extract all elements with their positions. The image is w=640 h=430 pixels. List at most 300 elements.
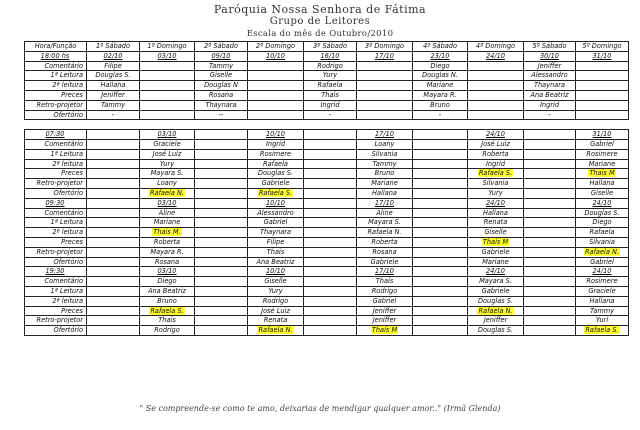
table-cell	[524, 149, 576, 159]
page-subtitle: Grupo de Leitores	[269, 16, 371, 27]
row-label: Ofertório	[25, 188, 87, 198]
table-row	[25, 218, 629, 228]
table-cell	[304, 139, 357, 149]
table-cell	[140, 71, 195, 81]
table-cell: Roberta	[357, 237, 413, 247]
table-cell: Thaís	[357, 277, 413, 287]
table-cell: Gabriele	[468, 286, 524, 296]
table-cell	[304, 296, 357, 306]
table-cell: José Luiz	[140, 149, 195, 159]
table-cell	[195, 257, 248, 267]
table-cell	[195, 218, 248, 228]
table-cell: Thaynara	[195, 100, 248, 110]
table-row	[25, 316, 629, 326]
table-cell: Jeniffer	[357, 316, 413, 326]
table-cell	[87, 208, 140, 218]
highlighted-name: Rafaela S.	[258, 188, 293, 197]
table-cell	[413, 257, 468, 267]
table-cell: Yury	[248, 286, 304, 296]
column-header: 4º Domingo	[468, 42, 524, 52]
table-cell: Thaís	[304, 90, 357, 100]
table-cell	[576, 120, 629, 130]
table-cell	[248, 326, 304, 336]
table-cell	[576, 90, 629, 100]
table-cell: Bruno	[140, 296, 195, 306]
table-cell	[304, 286, 357, 296]
column-header: 4º Sábado	[413, 42, 468, 52]
table-cell	[140, 100, 195, 110]
column-header: Hora/Função	[25, 42, 87, 52]
table-cell	[248, 188, 304, 198]
table-cell	[524, 326, 576, 336]
table-row	[25, 277, 629, 287]
row-label: Preces	[25, 237, 87, 247]
table-cell	[413, 237, 468, 247]
table-cell	[524, 296, 576, 306]
table-cell	[248, 100, 304, 110]
table-cell	[413, 179, 468, 189]
table-cell: Filipe	[87, 61, 140, 71]
column-header: 2º Domingo	[248, 42, 304, 52]
table-cell	[413, 228, 468, 238]
table-cell: Mariane	[413, 81, 468, 91]
table-cell	[304, 277, 357, 287]
table-cell: Rodrigo	[304, 61, 357, 71]
table-cell	[140, 120, 195, 130]
table-cell	[304, 228, 357, 238]
table-cell	[304, 218, 357, 228]
table-cell	[468, 306, 524, 316]
table-row	[25, 179, 629, 189]
table-cell	[468, 61, 524, 71]
table-cell: Roberta	[140, 237, 195, 247]
table-cell	[576, 169, 629, 179]
highlighted-name: Rafaela N.	[478, 306, 513, 315]
table-row	[25, 208, 629, 218]
table-cell	[87, 139, 140, 149]
schedule-table	[24, 41, 629, 336]
table-cell: 17/10	[357, 198, 413, 208]
table-cell	[87, 179, 140, 189]
row-label: Preces	[25, 169, 87, 179]
row-label: 19:30	[25, 267, 87, 277]
table-cell: Thaís	[140, 316, 195, 326]
table-cell	[195, 316, 248, 326]
table-cell: Rodrigo	[248, 296, 304, 306]
table-cell: Douglas N.	[413, 71, 468, 81]
table-cell	[413, 306, 468, 316]
table-cell	[524, 198, 576, 208]
table-cell: Alessandro	[524, 71, 576, 81]
table-cell	[87, 228, 140, 238]
table-cell	[468, 100, 524, 110]
table-row	[25, 71, 629, 81]
table-cell: 17/10	[357, 130, 413, 140]
highlighted-name: Thaís M	[482, 237, 509, 246]
row-label: Preces	[25, 306, 87, 316]
table-cell: 31/10	[576, 51, 629, 61]
table-cell: Aline	[357, 208, 413, 218]
table-cell	[413, 277, 468, 287]
table-cell: Mariane	[468, 257, 524, 267]
table-cell	[304, 120, 357, 130]
table-cell: Yury	[140, 159, 195, 169]
row-label: Ofertório	[25, 110, 87, 120]
table-cell: Hallana	[576, 179, 629, 189]
table-cell	[87, 237, 140, 247]
table-cell: 10/10	[248, 198, 304, 208]
table-cell: Graciele	[140, 139, 195, 149]
table-cell: --	[195, 110, 248, 120]
table-cell: Ingrid	[524, 100, 576, 110]
schedule-period: Escala do mês de Outubro/2010	[246, 29, 394, 39]
table-cell	[304, 257, 357, 267]
row-label: 2ª leitura	[25, 228, 87, 238]
row-label: Comentário	[25, 208, 87, 218]
table-cell: Diego	[140, 277, 195, 287]
table-cell: Bruno	[357, 169, 413, 179]
table-cell	[468, 237, 524, 247]
table-cell	[87, 267, 140, 277]
table-cell: Rafaela	[576, 228, 629, 238]
table-cell: Douglas S.	[576, 208, 629, 218]
table-cell	[87, 257, 140, 267]
table-cell: Hallana	[576, 296, 629, 306]
table-cell	[304, 237, 357, 247]
table-cell: Tammy	[576, 306, 629, 316]
table-cell: José Luiz	[468, 139, 524, 149]
highlighted-name: Rafaela N.	[258, 326, 293, 335]
table-cell	[195, 139, 248, 149]
table-cell	[140, 81, 195, 91]
table-cell	[195, 237, 248, 247]
table-cell: 17/10	[357, 51, 413, 61]
table-cell	[87, 169, 140, 179]
table-cell: Thaís	[248, 247, 304, 257]
highlighted-name: Thais M.	[153, 228, 181, 237]
table-cell	[140, 188, 195, 198]
table-cell: 30/10	[524, 51, 576, 61]
table-cell	[413, 159, 468, 169]
table-cell	[195, 120, 248, 130]
table-cell: Silvania	[357, 149, 413, 159]
highlighted-name: Thaís M	[371, 326, 398, 335]
table-cell: 24/10	[468, 51, 524, 61]
table-cell	[357, 90, 413, 100]
table-row	[25, 286, 629, 296]
row-label: 2ª leitura	[25, 159, 87, 169]
table-cell	[248, 61, 304, 71]
table-cell	[576, 61, 629, 71]
table-cell	[413, 326, 468, 336]
table-cell: -	[304, 110, 357, 120]
table-cell	[195, 149, 248, 159]
table-cell	[304, 326, 357, 336]
table-cell: Rosimere	[576, 277, 629, 287]
table-cell	[140, 306, 195, 316]
table-cell: Roberta	[468, 149, 524, 159]
table-cell: Tammy	[357, 159, 413, 169]
table-cell	[87, 316, 140, 326]
table-cell: Jeniffer	[524, 61, 576, 71]
table-cell: Rodrigo	[357, 286, 413, 296]
table-cell	[413, 139, 468, 149]
table-cell	[195, 286, 248, 296]
table-cell	[304, 179, 357, 189]
table-cell: Jeniffer	[468, 316, 524, 326]
table-cell	[413, 188, 468, 198]
table-cell: Giselle	[248, 277, 304, 287]
table-cell	[195, 130, 248, 140]
table-row	[25, 326, 629, 336]
table-cell	[195, 247, 248, 257]
table-cell	[87, 130, 140, 140]
row-label: Comentário	[25, 277, 87, 287]
table-cell: Thaynara	[524, 81, 576, 91]
table-cell	[304, 159, 357, 169]
table-cell: Douglas S.	[468, 296, 524, 306]
table-cell: 24/10	[576, 198, 629, 208]
table-cell	[413, 198, 468, 208]
row-label: 09:30	[25, 198, 87, 208]
table-cell: 24/10	[468, 130, 524, 140]
highlighted-name: Rafaela N.	[149, 188, 185, 197]
row-label: 1ª Leitura	[25, 286, 87, 296]
table-cell	[195, 188, 248, 198]
table-cell	[468, 71, 524, 81]
table-cell: Yuri	[576, 316, 629, 326]
table-cell: Mariane	[140, 218, 195, 228]
table-cell	[248, 120, 304, 130]
table-cell	[413, 169, 468, 179]
table-row	[25, 198, 629, 208]
table-cell	[195, 306, 248, 316]
table-row	[25, 81, 629, 91]
table-cell	[413, 286, 468, 296]
table-cell	[87, 286, 140, 296]
table-row	[25, 169, 629, 179]
table-cell: Mayara S.	[468, 277, 524, 287]
table-cell	[413, 120, 468, 130]
table-cell	[195, 208, 248, 218]
table-cell: Giselle	[195, 71, 248, 81]
table-cell: Mayara S.	[140, 169, 195, 179]
table-cell: Hallana	[357, 188, 413, 198]
table-cell	[304, 316, 357, 326]
row-label: Comentário	[25, 61, 87, 71]
table-row	[25, 61, 629, 71]
row-label: Ofertório	[25, 326, 87, 336]
table-cell	[357, 110, 413, 120]
table-cell: Giselle	[576, 188, 629, 198]
table-cell	[195, 296, 248, 306]
table-cell: Thaynara	[248, 228, 304, 238]
table-cell: Douglas S.	[248, 169, 304, 179]
table-cell: Ana Beatriz	[140, 286, 195, 296]
table-cell: 24/10	[468, 198, 524, 208]
table-cell	[304, 247, 357, 257]
row-label: 2ª leitura	[25, 81, 87, 91]
page-title: Paróquia Nossa Senhora de Fátima	[213, 3, 427, 16]
table-cell: 02/10	[87, 51, 140, 61]
table-row	[25, 130, 629, 140]
table-cell	[357, 71, 413, 81]
table-cell	[195, 159, 248, 169]
row-label: 18:00 hs	[25, 51, 87, 61]
table-cell: Ana Beatriz	[524, 90, 576, 100]
table-cell: Mariane	[357, 179, 413, 189]
table-cell	[304, 188, 357, 198]
row-label: Comentário	[25, 139, 87, 149]
row-label: Preces	[25, 90, 87, 100]
footer-quote: " Se compreende-se como te amo, deixarias de mendigar qualquer amor.." (Irmã Glenda)	[139, 404, 501, 413]
table-cell: Hallana	[87, 81, 140, 91]
table-cell: Jeniffer	[87, 90, 140, 100]
table-cell: Graciele	[576, 286, 629, 296]
table-cell: Mayara S.	[357, 218, 413, 228]
highlighted-name: Rafaela S.	[478, 169, 513, 178]
column-header: 3º Domingo	[357, 42, 413, 52]
table-cell: Gabriele	[468, 247, 524, 257]
table-cell	[576, 247, 629, 257]
table-cell	[195, 326, 248, 336]
table-cell: Douglas S.	[468, 326, 524, 336]
table-cell	[357, 61, 413, 71]
table-row	[25, 267, 629, 277]
table-cell: Gabriel	[576, 139, 629, 149]
table-cell: Diego	[576, 218, 629, 228]
table-cell: Giselle	[468, 228, 524, 238]
table-cell: 23/10	[413, 51, 468, 61]
table-cell	[524, 139, 576, 149]
table-cell: Mayara R.	[140, 247, 195, 257]
table-cell	[413, 316, 468, 326]
table-cell: -	[524, 110, 576, 120]
table-cell	[87, 218, 140, 228]
table-cell: Gabriele	[357, 257, 413, 267]
table-cell: 17/10	[357, 267, 413, 277]
table-cell: 03/10	[140, 198, 195, 208]
table-cell	[87, 149, 140, 159]
table-cell: Silvania	[576, 237, 629, 247]
table-cell: 03/10	[140, 51, 195, 61]
table-cell: Diego	[413, 61, 468, 71]
table-cell: Rodrigo	[140, 326, 195, 336]
table-cell: Gabriel	[576, 257, 629, 267]
table-cell	[87, 306, 140, 316]
table-cell	[87, 188, 140, 198]
table-cell	[87, 120, 140, 130]
table-cell: 24/10	[576, 267, 629, 277]
table-cell	[576, 81, 629, 91]
table-cell	[413, 218, 468, 228]
table-cell	[140, 61, 195, 71]
table-cell	[357, 81, 413, 91]
table-cell	[413, 296, 468, 306]
table-row	[25, 306, 629, 316]
table-cell	[468, 90, 524, 100]
table-cell: Loany	[357, 139, 413, 149]
table-cell: Rosana	[195, 90, 248, 100]
table-cell	[413, 267, 468, 277]
table-cell	[140, 110, 195, 120]
column-header: 1º Sábado	[87, 42, 140, 52]
table-cell: Gabriel	[248, 218, 304, 228]
table-cell	[195, 267, 248, 277]
table-cell: Hallana	[468, 208, 524, 218]
table-cell	[195, 169, 248, 179]
table-cell: 24/10	[468, 267, 524, 277]
table-row	[25, 90, 629, 100]
table-cell	[524, 218, 576, 228]
table-row	[25, 120, 629, 130]
row-label: Ofertório	[25, 257, 87, 267]
table-cell	[248, 81, 304, 91]
table-cell: Bruno	[413, 100, 468, 110]
column-header: 5º Domingo	[576, 42, 629, 52]
table-cell	[524, 130, 576, 140]
table-cell: 10/10	[248, 130, 304, 140]
table-row	[25, 237, 629, 247]
table-cell	[87, 198, 140, 208]
table-cell	[357, 100, 413, 110]
table-cell	[413, 149, 468, 159]
table-cell	[87, 247, 140, 257]
table-header-row	[25, 42, 629, 52]
table-cell: Douglas S.	[87, 71, 140, 81]
table-cell	[524, 120, 576, 130]
table-cell	[468, 81, 524, 91]
row-label: 1ª Leitura	[25, 218, 87, 228]
row-label: 1ª Leitura	[25, 149, 87, 159]
row-label: 1ª Leitura	[25, 71, 87, 81]
column-header: 3º Sábado	[304, 42, 357, 52]
table-cell: 03/10	[140, 130, 195, 140]
table-cell: Rosimere	[248, 149, 304, 159]
table-cell	[468, 169, 524, 179]
table-cell: -	[413, 110, 468, 120]
table-cell	[524, 169, 576, 179]
table-cell	[468, 120, 524, 130]
table-cell	[524, 286, 576, 296]
table-cell: Renata	[468, 218, 524, 228]
table-cell: Rafaela N.	[357, 228, 413, 238]
table-cell	[304, 267, 357, 277]
row-label: 07:30	[25, 130, 87, 140]
table-cell: 10/10	[248, 51, 304, 61]
table-cell	[524, 257, 576, 267]
table-cell	[576, 110, 629, 120]
table-cell: Douglas N	[195, 81, 248, 91]
table-cell: 09/10	[195, 51, 248, 61]
table-cell	[524, 179, 576, 189]
table-cell	[195, 198, 248, 208]
table-cell: Rafaela	[248, 159, 304, 169]
table-cell	[576, 71, 629, 81]
table-cell: José Luiz	[248, 306, 304, 316]
table-cell: Silvania	[468, 179, 524, 189]
table-cell	[304, 198, 357, 208]
table-cell: Tammy	[195, 61, 248, 71]
table-cell	[195, 228, 248, 238]
table-cell	[524, 267, 576, 277]
table-cell	[87, 326, 140, 336]
table-cell: Aline	[140, 208, 195, 218]
table-cell: Ingrid	[468, 159, 524, 169]
table-cell: Yury	[304, 71, 357, 81]
table-cell: Rosimere	[576, 149, 629, 159]
column-header: 1º Domingo	[140, 42, 195, 52]
